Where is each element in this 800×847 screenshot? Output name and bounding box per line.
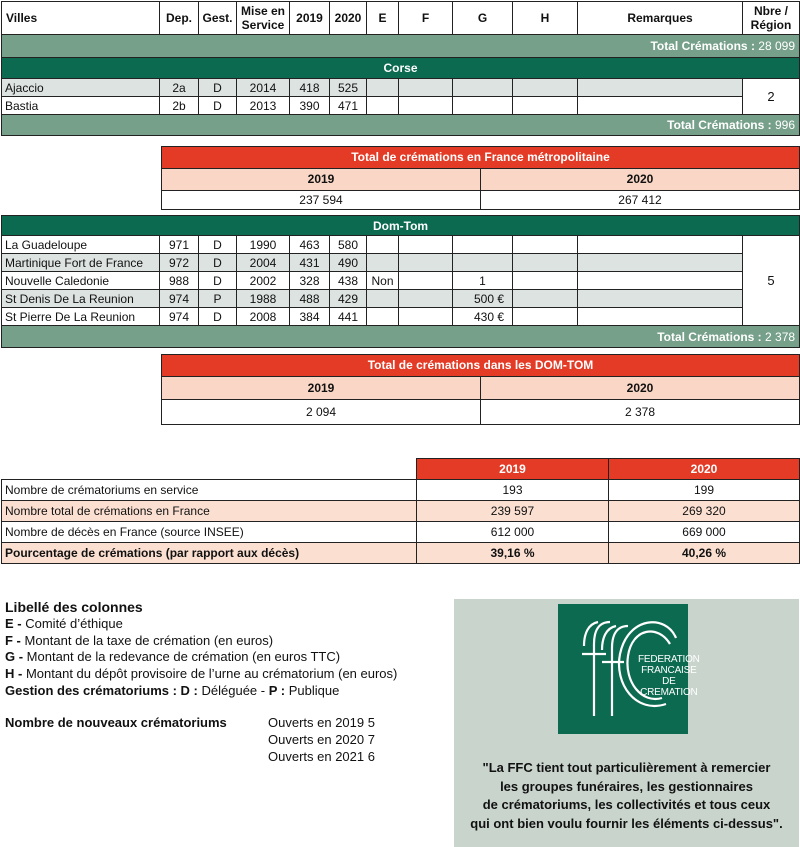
table-header-row: [2, 2, 800, 35]
total-corse: Total Crémations : 996: [2, 115, 800, 136]
table-row: Bastia 2b D 2013 390 471: [2, 97, 800, 115]
total-domtom: Total Crémations : 2 378: [2, 326, 800, 348]
table-row: Martinique Fort de France 972 D 2004 431 490: [2, 254, 800, 272]
legend-item: G - Montant de la redevance de crémation (en euros TTC): [5, 649, 341, 665]
ffc-logo: [558, 604, 700, 734]
legend-item: E - Comité d’éthique: [5, 615, 123, 631]
list-item: Ouverts en 2021 6: [268, 749, 375, 764]
domtom-value-2019: 2 094: [305, 405, 337, 419]
nbre-domtom: 5: [743, 236, 800, 326]
new-crematoriums-title: Nombre de nouveaux crématoriums: [5, 715, 227, 730]
table-row: Ajaccio 2a D 2014 418 525 2: [2, 79, 800, 97]
table-row: St Denis De La Reunion 974 P 1988 488 429 500 €: [2, 290, 800, 308]
domtom-total-title: Total de crémations dans les DOM-TOM: [162, 355, 799, 376]
col-2020: 2020: [330, 2, 367, 35]
col-2019: 2019: [290, 2, 330, 35]
france-total-box: [161, 146, 800, 210]
col-e: E: [367, 2, 399, 35]
new-crematoriums-list: [268, 714, 375, 765]
domtom-value-2020: 2 378: [480, 400, 799, 424]
list-item: Ouverts en 2019 5: [268, 715, 375, 730]
table-row: St Pierre De La Reunion 974 D 2008 384 441 430 €: [2, 308, 800, 326]
region-domtom-title: Dom-Tom: [2, 216, 800, 236]
col-villes: Villes: [2, 2, 160, 35]
table-row: Pourcentage de crémations (par rapport aux décès) 39,16 % 40,26 %: [2, 543, 800, 564]
table-row: La Guadeloupe 971 D 1990 463 580 5: [2, 236, 800, 254]
stats-table: [1, 458, 800, 564]
column-legend: [5, 599, 397, 700]
france-year-2019: 2019: [307, 172, 335, 186]
legend-gestion: Gestion des crématoriums : D : Déléguée - P : Publique: [5, 682, 340, 698]
region-corse-title: Corse: [2, 58, 800, 79]
total-top: Total Crémations : 28 099: [2, 35, 800, 58]
france-total-title: Total de crémations en France métropolitaine: [162, 147, 799, 168]
france-value-2019: 237 594: [299, 193, 343, 207]
col-remarques: Remarques: [578, 2, 743, 35]
col-f: F: [399, 2, 453, 35]
ffc-logo-text: FEDERATION FRANCAISE DE CREMATION: [638, 654, 700, 698]
col-gest: Gest.: [199, 2, 237, 35]
col-mise-en-service: Mise en Service: [237, 2, 290, 35]
stats-year-2020: 2020: [609, 459, 800, 480]
nbre-corse: 2: [743, 79, 800, 115]
legend-item: F - Montant de la taxe de crémation (en euros): [5, 632, 274, 648]
crematorium-table: [1, 1, 800, 136]
france-year-2020: 2020: [480, 169, 799, 190]
table-row: Nouvelle Caledonie 988 D 2002 328 438 Non 1: [2, 272, 800, 290]
table-row: Nombre de crématoriums en service 193 199: [2, 480, 800, 501]
col-h: H: [513, 2, 578, 35]
ffc-panel: [454, 599, 799, 847]
legend-title: Libellé des colonnes: [5, 599, 143, 615]
domtom-table: [1, 215, 800, 348]
table-row: Nombre total de crémations en France 239 597 269 320: [2, 501, 800, 522]
stats-year-2019: 2019: [417, 459, 609, 480]
col-dep: Dep.: [160, 2, 199, 35]
col-nbre-region: Nbre / Région: [743, 2, 800, 35]
france-value-2020: 267 412: [480, 191, 799, 209]
col-g: G: [453, 2, 513, 35]
domtom-year-2019: 2019: [307, 381, 335, 395]
list-item: Ouverts en 2020 7: [268, 732, 375, 747]
ffc-thanks-text: "La FFC tient tout particulièrement à remercier les groupes funéraires, les gestionnaires de crématoriums, les collectivités et tous ceux qui ont bien voulu fournir les éléments ci-dessus".: [470, 760, 783, 831]
legend-item: H - Montant du dépôt provisoire de l’urne au crématorium (en euros): [5, 666, 398, 682]
domtom-year-2020: 2020: [480, 377, 799, 399]
domtom-total-box: [161, 354, 800, 425]
table-row: Nombre de décès en France (source INSEE) 612 000 669 000: [2, 522, 800, 543]
